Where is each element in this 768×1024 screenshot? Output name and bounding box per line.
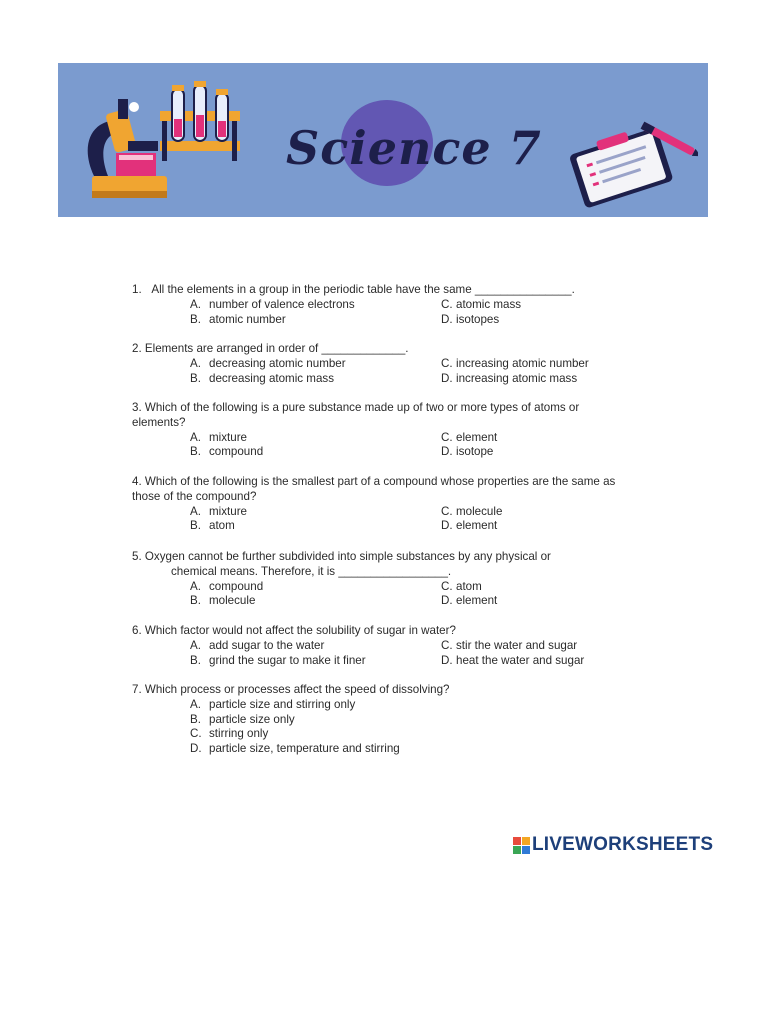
option-d[interactable]: D. element	[441, 519, 498, 533]
option-c[interactable]: C. stirring only	[190, 727, 269, 741]
option-d[interactable]: D. increasing atomic mass	[441, 371, 578, 385]
options	[190, 580, 632, 610]
question-6	[132, 624, 632, 668]
question-stem: 3. Which of the following is a pure substance made up of two or more types of atoms or elements?	[132, 401, 580, 429]
header-banner	[58, 63, 708, 217]
question-stem: 1. All the elements in a group in the periodic table have the same _______________.	[132, 283, 575, 296]
option-a[interactable]: A. compound	[190, 579, 264, 593]
option-b[interactable]: B. molecule	[190, 594, 256, 608]
question-stem: 7. Which process or processes affect the speed of dissolving?	[132, 683, 450, 696]
option-b[interactable]: B. atom	[190, 519, 235, 533]
option-b[interactable]: B. compound	[190, 445, 264, 459]
question-7	[132, 683, 632, 757]
option-d[interactable]: D. isotope	[441, 445, 494, 459]
option-c[interactable]: C. stir the water and sugar	[441, 638, 578, 652]
option-a[interactable]: A. add sugar to the water	[190, 638, 325, 652]
question-stem: 2. Elements are arranged in order of _____________.	[132, 342, 409, 355]
option-c[interactable]: C. atom	[441, 579, 482, 593]
logo-tile	[513, 846, 521, 854]
logo-tiles-icon	[513, 837, 530, 854]
option-c[interactable]: C. element	[441, 430, 498, 444]
option-c[interactable]: C. atomic mass	[441, 297, 522, 311]
logo-tile	[522, 837, 530, 845]
question-stem: 6. Which factor would not affect the solubility of sugar in water?	[132, 624, 456, 637]
question-3	[132, 401, 632, 460]
options	[190, 357, 632, 387]
options	[190, 639, 632, 669]
option-a[interactable]: A. mixture	[190, 504, 248, 518]
question-stem: 4. Which of the following is the smallest part of a compound whose properties are the same as those of the compound?	[132, 475, 616, 503]
option-b[interactable]: B. particle size only	[190, 712, 295, 726]
option-d[interactable]: D. particle size, temperature and stirring	[190, 742, 400, 756]
option-c[interactable]: C. molecule	[441, 504, 503, 518]
options	[190, 431, 632, 461]
option-d[interactable]: D. heat the water and sugar	[441, 653, 585, 667]
clipboard-pen-icon	[558, 121, 698, 211]
option-a[interactable]: A. particle size and stirring only	[190, 697, 356, 711]
question-2	[132, 342, 632, 386]
option-b[interactable]: B. grind the sugar to make it finer	[190, 653, 366, 667]
option-b[interactable]: B. atomic number	[190, 312, 286, 326]
options	[190, 298, 632, 328]
question-stem: 5. Oxygen cannot be further subdivided into simple substances by any physical or chemical means. Therefore, it is _________________.	[132, 550, 551, 578]
question-4	[132, 475, 632, 534]
question-1	[132, 283, 632, 327]
option-c[interactable]: C. increasing atomic number	[441, 356, 589, 370]
lab-equipment-icon	[72, 71, 247, 211]
option-b[interactable]: B. decreasing atomic mass	[190, 371, 335, 385]
logo-tile	[513, 837, 521, 845]
option-d[interactable]: D. isotopes	[441, 312, 500, 326]
options	[190, 698, 632, 757]
liveworksheets-logo	[513, 834, 713, 856]
question-5	[132, 550, 632, 609]
option-d[interactable]: D. element	[441, 594, 498, 608]
option-a[interactable]: A. number of valence electrons	[190, 297, 355, 311]
logo-text: LIVEWORKSHEETS	[532, 834, 714, 855]
options	[190, 505, 632, 535]
option-a[interactable]: A. decreasing atomic number	[190, 356, 346, 370]
logo-tile	[522, 846, 530, 854]
option-a[interactable]: A. mixture	[190, 430, 248, 444]
page-title: Science 7	[286, 121, 542, 175]
